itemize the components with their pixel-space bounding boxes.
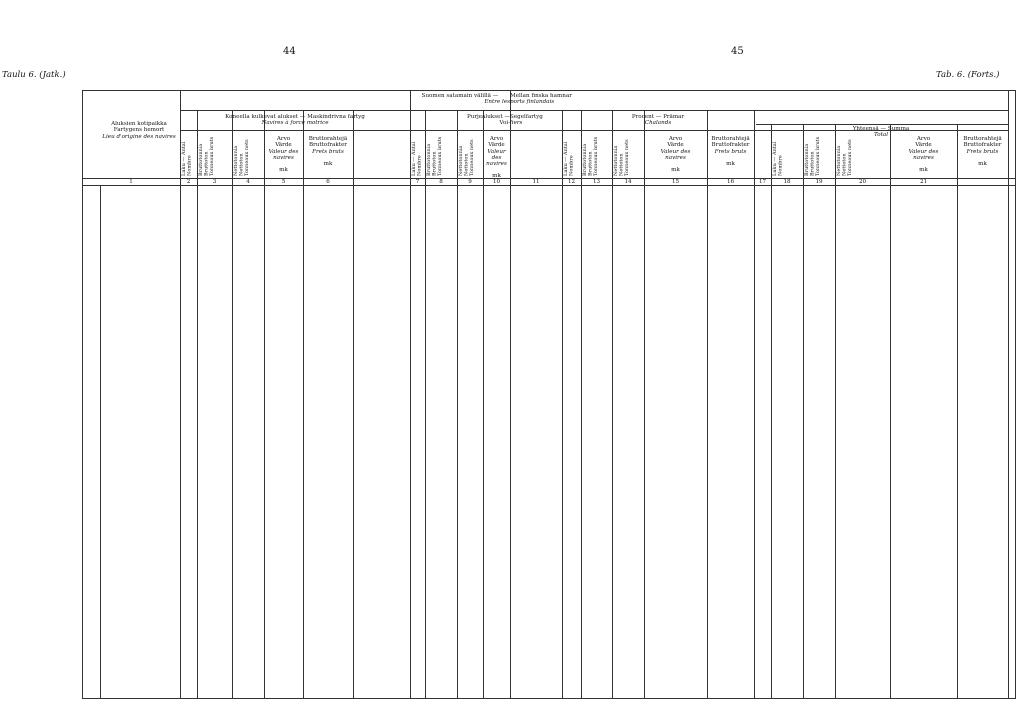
column-number: 16 [726,179,735,185]
column-rule [483,110,484,699]
column-rule [1008,90,1009,699]
subheader-luku: Luku — Antal Nombre [772,141,784,176]
column-number: 9 [468,179,472,185]
subheader-luku: Luku — Antal Nombre [563,141,575,176]
column-rule [707,110,708,699]
column-rule [100,185,101,699]
column-rule [754,110,755,699]
column-number: 8 [439,179,443,185]
column-number: 14 [624,179,632,185]
column-rule [303,110,304,699]
subheader-brutto: Bruttotonnia Bruttoton Tonneaux bruts [582,136,599,176]
column-number: 6 [326,179,330,185]
column-rule [957,124,958,699]
subheader-arvo: Arvo Värde Valeur des navires mk [486,136,507,180]
column-number: 5 [281,179,286,185]
column-rule [197,110,198,699]
header-rule [82,185,1016,186]
subheader-brutto: Bruttotonnia Bruttoton Tonneaux bruts [198,136,215,176]
header-rule [180,110,1008,111]
coast-header-fi: Mellan finska hamnar ports finlandais [510,93,572,106]
subheader-rahti: Bruttorahtejä Bruttofrakter Frets bruts mk [308,136,348,167]
coast-header: Suomen satamain välillä — Entre les [421,93,510,106]
column-number: 1 [129,179,133,185]
column-number: 11 [532,179,540,185]
subheader-brutto: Bruttotonnia Bruttoton Tonneaux bruts [426,136,443,176]
passenger-group-header: Purjealukset — Voi- [466,114,510,127]
column-rule [353,110,354,699]
column-number: 13 [592,179,601,185]
subheader-rahti: Bruttorahtejä Bruttofrakter Frets bruts mk [711,136,750,167]
column-number: 21 [919,179,928,185]
column-number: 4 [246,179,250,185]
page-number-right: 45 [731,46,744,57]
column-rule [890,124,891,699]
origin-header: Aluksien kotipaikka Fartygens hemort Lieu d'origine des navires [102,121,176,140]
column-rule [803,124,804,699]
column-rule [581,110,582,699]
column-number: 17 [758,179,767,185]
column-rule [457,110,458,699]
column-rule [264,110,265,699]
column-rule [835,124,836,699]
subheader-netto: Nettotonnia Nettoton Tonneaux nets [458,139,475,176]
procent-group-header: Procent — Prämar Chalands [631,114,685,127]
column-number: 7 [415,179,420,185]
column-number: 10 [492,179,501,185]
column-number: 20 [858,179,867,185]
total-group-header: Yhteensä — Summa Total [852,126,910,139]
column-number: 18 [783,179,791,185]
subheader-luku: Luku — Antal Nombre [411,141,423,176]
subheader-netto: Nettotonnia Nettoton Tonneaux nets [233,139,250,176]
column-rule [425,110,426,699]
column-rule [771,124,772,699]
column-rule [232,110,233,699]
page-number-left: 44 [283,46,296,57]
subheader-arvo: Arvo Värde Valeur des navires mk [660,136,691,174]
column-number: 2 [186,179,191,185]
column-rule [612,110,613,699]
subheader-arvo: Arvo Värde Valeur des navires mk [908,136,939,174]
column-rule [644,110,645,699]
subheader-luku: Luku — Antal Nombre [181,141,193,176]
subheader-brutto: Bruttotonnia Bruttoton Tonneaux bruts [804,136,821,176]
table-caption-left: Taulu 6. (Jatk.) [2,70,66,80]
sail-group-header: Segelfartyg liers [510,114,543,127]
subheader-netto: Nettotonnia Nettoton Tonneaux nets [836,139,853,176]
column-number: 12 [567,179,576,185]
column-number: 3 [212,179,217,185]
subheader-arvo: Arvo Värde Valeur des navires mk [268,136,299,174]
column-number: 19 [815,179,823,185]
subheader-rahti: Bruttorahtejä Bruttofrakter Frets bruts mk [963,136,1002,167]
column-number: 15 [671,179,680,185]
cargo-group-header: Koneella kulkevat alukset — Maskindrivna fartyg Navires à force motrice [225,114,365,127]
subheader-netto: Nettotonnia Nettoton Tonneaux nets [613,139,630,176]
header-rule [756,124,1008,125]
column-rule [562,110,563,699]
table-caption-right: Tab. 6. (Forts.) [936,70,1000,80]
